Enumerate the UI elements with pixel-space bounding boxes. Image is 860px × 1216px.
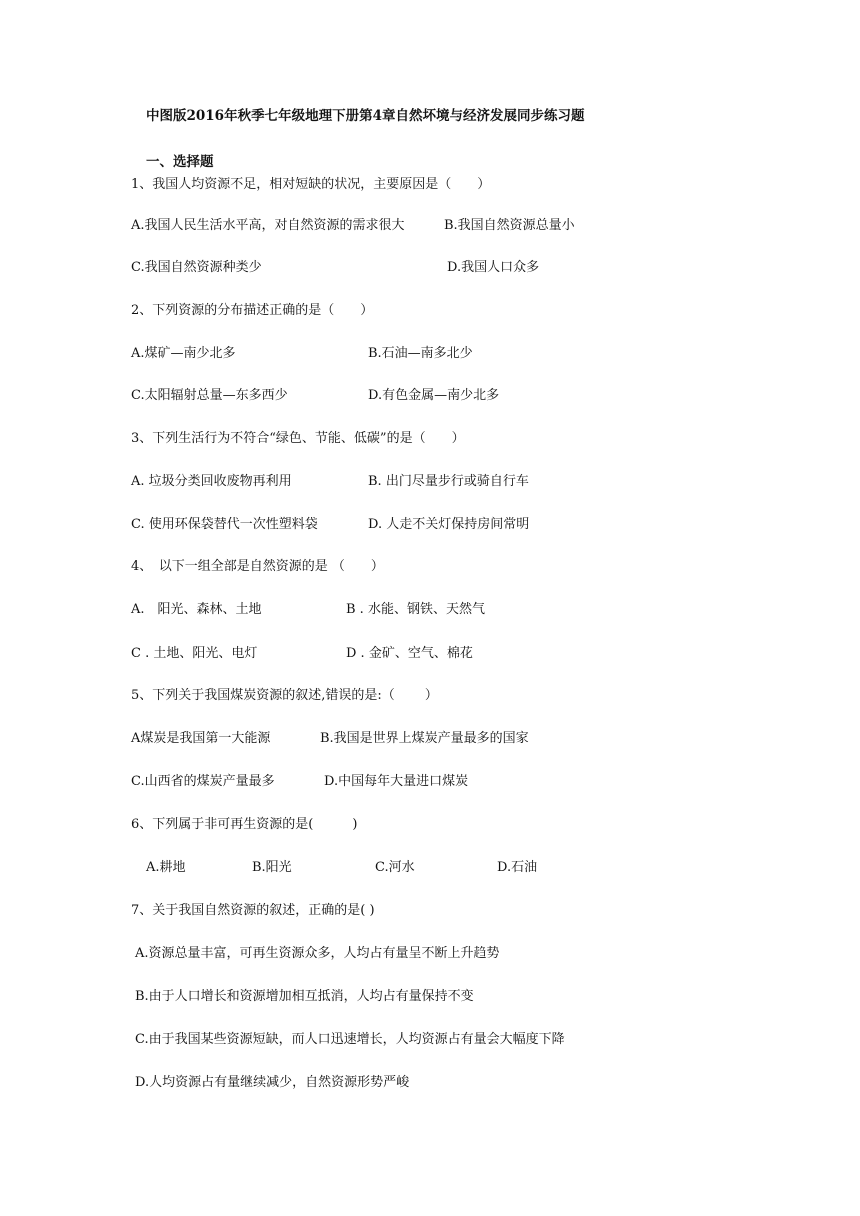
question-4-option-a: A. 阳光、森林、土地 [131, 602, 262, 617]
question-7-option-d: D.人均资源占有量继续减少，自然资源形势严峻 [135, 1075, 410, 1090]
question-1-option-d: D.我国人口众多 [447, 260, 540, 275]
question-3-option-d: D. 人走不关灯保持房间常明 [368, 517, 530, 532]
question-3-option-b: B. 出门尽量步行或骑自行车 [368, 474, 529, 489]
question-1-option-a: A.我国人民生活水平高，对自然资源的需求很大 [131, 218, 405, 233]
question-6-option-b: B.阳光 [252, 860, 292, 875]
question-4-option-c: C . 土地、阳光、电灯 [131, 646, 258, 661]
document-title: 中图版2016年秋季七年级地理下册第4章自然坏境与经济发展同步练习题 [146, 108, 585, 124]
question-7-option-b: B.由于人口增长和资源增加相互抵消，人均占有量保持不变 [135, 989, 474, 1004]
question-5-option-a: A煤炭是我国第一大能源 [131, 731, 271, 746]
question-6-option-c: C.河水 [375, 860, 415, 875]
question-1-stem: 1、我国人均资源不足，相对短缺的状况，主要原因是（ ） [131, 177, 491, 192]
question-6-stem: 6、下列属于非可再生资源的是( ) [131, 817, 358, 832]
question-5-option-c: C.山西省的煤炭产量最多 [131, 774, 275, 789]
question-4-option-d: D . 金矿、空气、棉花 [346, 646, 473, 661]
question-2-option-b: B.石油—南多北少 [368, 346, 473, 361]
question-3-stem: 3、下列生活行为不符合“绿色、节能、低碳”的是（ ） [131, 431, 465, 446]
question-7-option-c: C.由于我国某些资源短缺，而人口迅速增长，人均资源占有量会大幅度下降 [135, 1032, 565, 1047]
question-1-option-c: C.我国自然资源种类少 [131, 260, 262, 275]
question-3-option-a: A. 垃圾分类回收废物再利用 [131, 474, 292, 489]
question-2-option-a: A.煤矿—南少北多 [131, 346, 236, 361]
section-heading: 一、选择题 [146, 154, 214, 170]
question-6-option-d: D.石油 [497, 860, 538, 875]
question-3-option-c: C. 使用环保袋替代一次性塑料袋 [131, 517, 318, 532]
question-7-option-a: A.资源总量丰富，可再生资源众多，人均占有量呈不断上升趋势 [135, 946, 500, 961]
question-1-option-b: B.我国自然资源总量小 [444, 218, 575, 233]
question-7-stem: 7、关于我国自然资源的叙述，正确的是( ) [131, 903, 375, 918]
question-5-option-b: B.我国是世界上煤炭产量最多的国家 [320, 731, 529, 746]
question-5-option-d: D.中国每年大量进口煤炭 [324, 774, 469, 789]
question-5-stem: 5、下列关于我国煤炭资源的叙述,错误的是:（ ） [131, 688, 438, 703]
question-2-option-c: C.太阳辐射总量—东多西少 [131, 388, 288, 403]
question-6-option-a: A.耕地 [146, 860, 186, 875]
question-4-option-b: B . 水能、钢铁、天然气 [346, 602, 485, 617]
question-2-option-d: D.有色金属—南少北多 [368, 388, 500, 403]
question-2-stem: 2、下列资源的分布描述正确的是（ ） [131, 303, 374, 318]
question-4-stem: 4、 以下一组全部是自然资源的是 （ ） [131, 559, 384, 574]
